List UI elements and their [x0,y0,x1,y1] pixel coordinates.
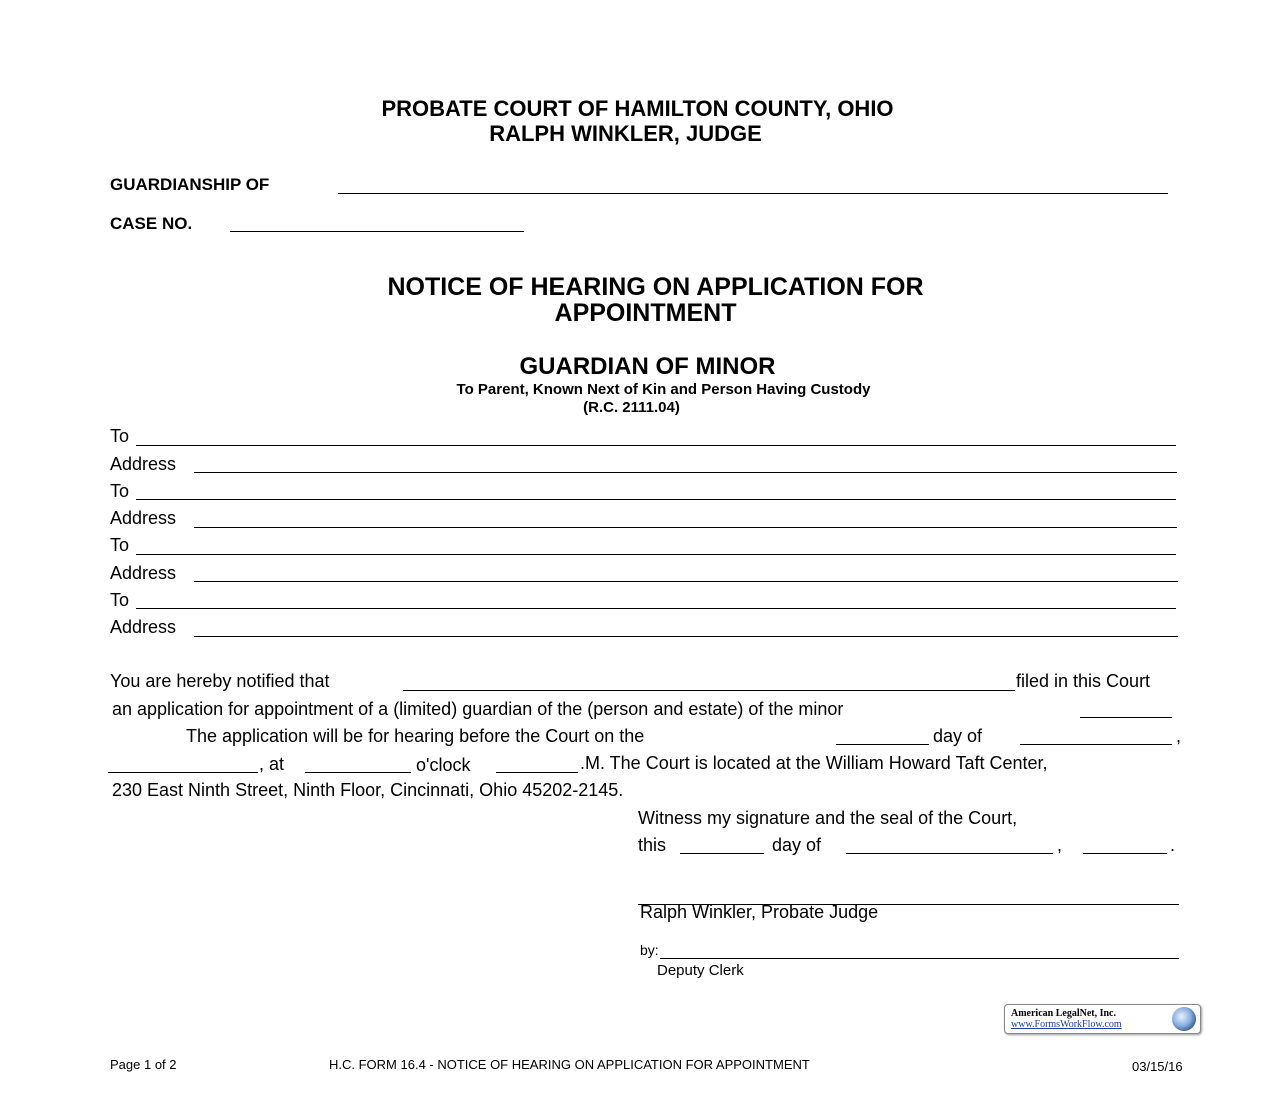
minor-field[interactable] [1080,717,1172,718]
address-label-1: Address [110,454,177,474]
hearing-year-field[interactable] [108,772,258,773]
witness-text: Witness my signature and the seal of the Court, [638,808,1018,828]
to-label-3: To [110,535,130,555]
witness-comma: , [1057,835,1063,855]
address-field-4[interactable] [194,636,1178,637]
to-field-2[interactable] [136,499,1176,500]
witness-period: . [1170,835,1176,855]
witness-day-field[interactable] [680,853,764,854]
to-label-1: To [110,426,130,446]
address-field-3[interactable] [194,581,1178,582]
witness-year-field[interactable] [1083,853,1167,854]
to-label-2: To [110,481,130,501]
guardianship-field[interactable] [338,193,1168,194]
deputy-clerk-label: Deputy Clerk [657,962,744,979]
witness-month-field[interactable] [846,853,1053,854]
to-field-1[interactable] [136,445,1176,446]
case-no-label: CASE NO. [110,214,193,233]
to-label-4: To [110,590,130,610]
hearing-text: The application will be for hearing before the Court on the [186,726,645,746]
to-field-4[interactable] [136,608,1176,609]
applicant-field[interactable] [403,690,1015,691]
hearing-comma: , [1176,726,1182,746]
witness-day-of: day of [772,835,822,855]
court-address: 230 East Ninth Street, Ninth Floor, Cincinnati, Ohio 45202-2145. [112,780,624,800]
hearing-oclock: o'clock [416,755,471,775]
form-title: H.C. FORM 16.4 - NOTICE OF HEARING ON APPLICATION FOR APPOINTMENT [329,1057,810,1072]
clerk-signature-line[interactable] [660,958,1179,959]
judge-name: RALPH WINKLER, JUDGE [489,121,762,146]
by-label: by: [640,942,659,958]
court-name: PROBATE COURT OF HAMILTON COUNTY, OHIO [381,96,894,121]
application-text: an application for appointment of a (limited) guardian of the (person and estate) of the minor [112,699,844,719]
statute-reference: (R.C. 2111.04) [583,399,680,416]
subtitle: GUARDIAN OF MINOR [519,353,776,380]
hearing-day-of: day of [933,726,983,746]
logo-company: American LegalNet, Inc. [1011,1008,1116,1019]
guardianship-label: GUARDIANSHIP OF [110,175,270,194]
notice-intro: You are hereby notified that [110,671,330,691]
notice-title-line1: NOTICE OF HEARING ON APPLICATION FOR [387,273,924,301]
court-location: .M. The Court is located at the William Howard Taft Center, [580,753,1048,773]
american-legalnet-logo[interactable] [1004,1004,1201,1034]
hearing-at: , at [259,754,285,774]
form-date: 03/15/16 [1132,1059,1183,1074]
hearing-day-field[interactable] [836,744,929,745]
hearing-month-field[interactable] [1020,744,1172,745]
judge-signature-label: Ralph Winkler, Probate Judge [640,902,879,922]
to-field-3[interactable] [136,554,1176,555]
hearing-time-field[interactable] [305,772,411,773]
filed-text: filed in this Court [1016,671,1151,691]
witness-this: this [638,835,667,855]
page-number: Page 1 of 2 [110,1057,177,1072]
globe-icon [1172,1007,1196,1031]
hearing-ampm-field[interactable] [496,772,578,773]
address-field-2[interactable] [194,527,1177,528]
case-no-field[interactable] [230,231,524,232]
logo-url[interactable]: www.FormsWorkFlow.com [1011,1019,1122,1030]
notice-title-line2: APPOINTMENT [554,299,737,327]
address-label-2: Address [110,508,177,528]
address-field-1[interactable] [194,472,1177,473]
recipients-description: To Parent, Known Next of Kin and Person Having Custody [456,381,871,398]
address-label-3: Address [110,563,177,583]
address-label-4: Address [110,617,177,637]
